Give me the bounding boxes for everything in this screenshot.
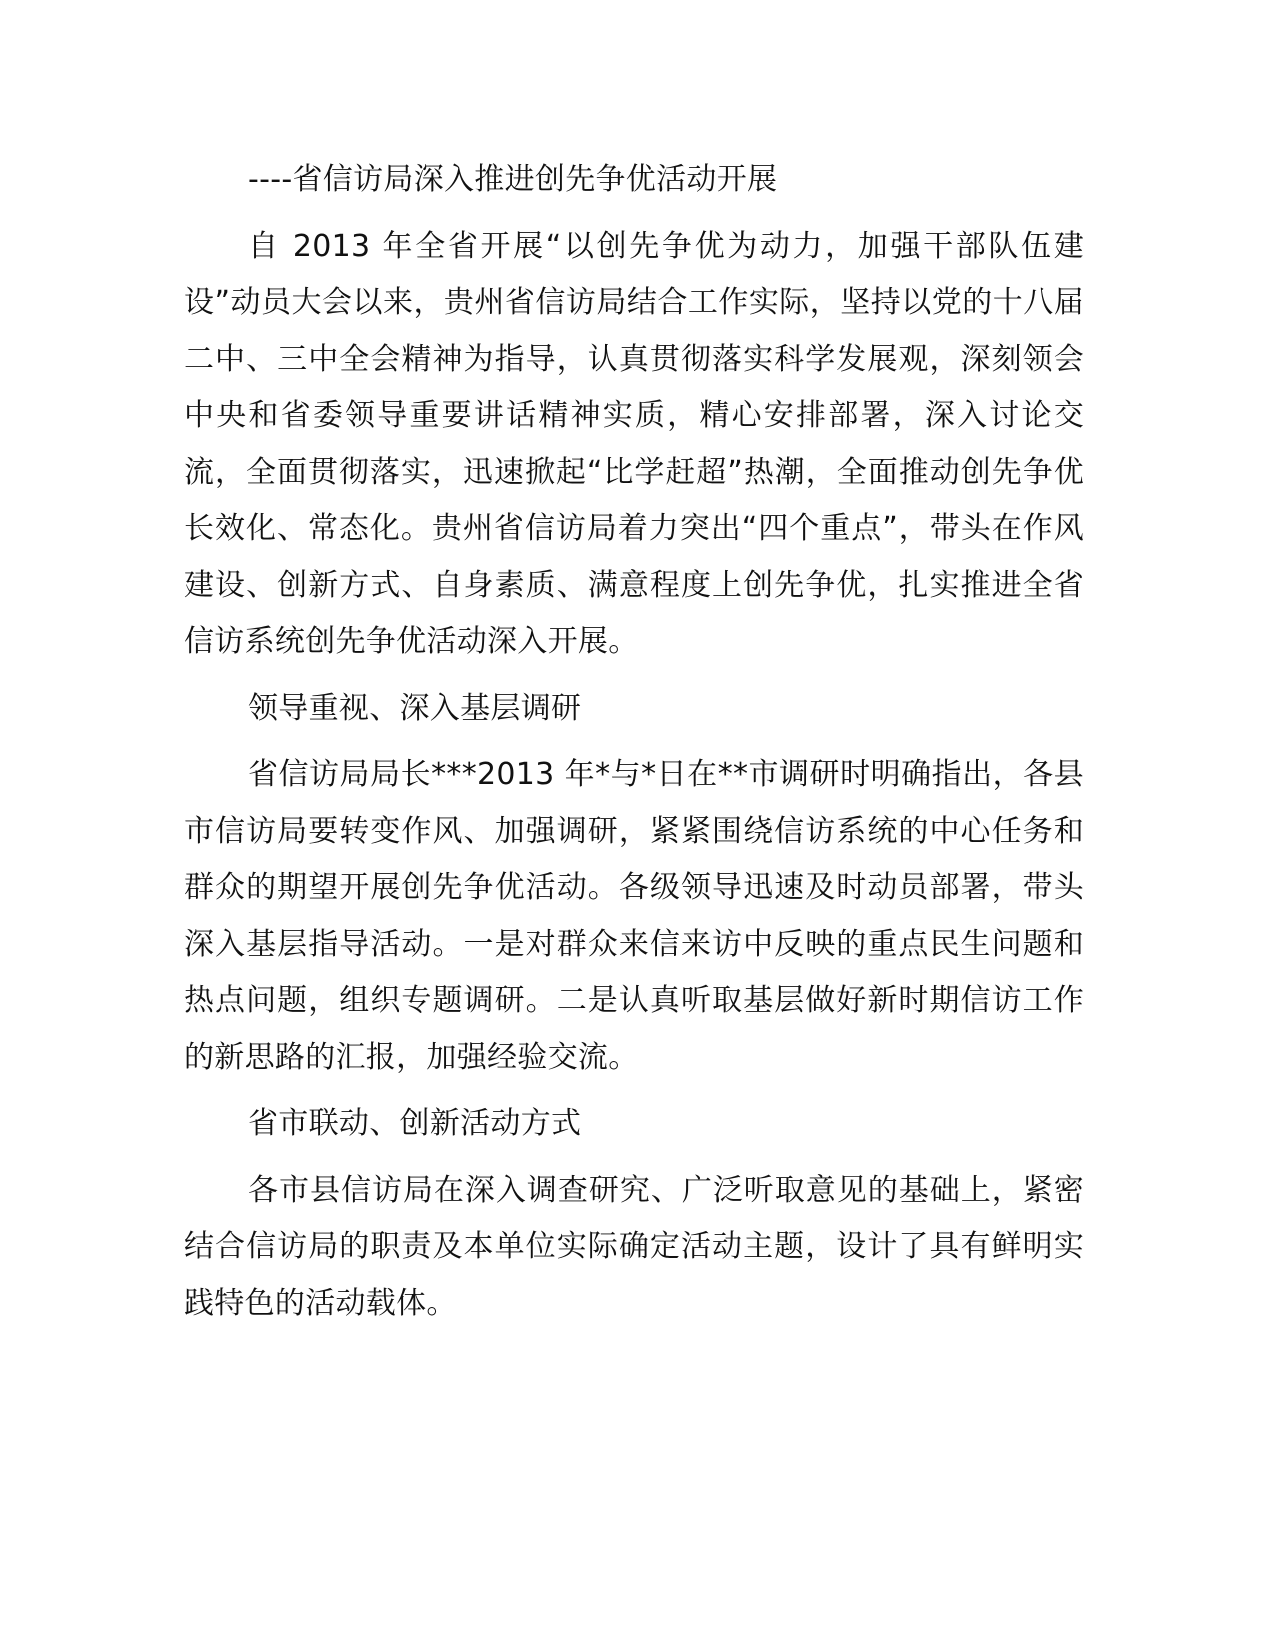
document-body <box>184 152 1084 1342</box>
linkage-paragraph: 各市县信访局在深入调查研究、广泛听取意见的基础上，紧密结合信访局的职责及本单位实际确定活动主题，设计了具有鲜明实践特色的活动载体。 <box>184 1172 1084 1321</box>
section-heading-leadership: 领导重视、深入基层调研 <box>248 690 582 726</box>
intro-paragraph: 自 2013 年全省开展“以创先争优为动力，加强干部队伍建设”动员大会以来，贵州省信访局结合工作实际，坚持以党的十八届二中、三中全会精神为指导，认真贯彻落实科学发展观，深刻领会中央和省委领导重要讲话精神实质，精心安排部署，深入讨论交流，全面贯彻落实，迅速掀起“比学赶超”热潮，全面推动创先争优长效化、常态化。贵州省信访局着力突出“四个重点”，带头在作风建设、创新方式、自身素质、满意程度上创先争优，扎实推进全省信访系统创先争优活动深入开展。 <box>184 228 1084 659</box>
document-subtitle: ----省信访局深入推进创先争优活动开展 <box>248 162 778 197</box>
section-heading-linkage: 省市联动、创新活动方式 <box>248 1106 582 1141</box>
leadership-paragraph: 省信访局局长***2013 年*与*日在**市调研时明确指出，各县市信访局要转变作风、加强调研，紧紧围绕信访系统的中心任务和群众的期望开展创先争优活动。各级领导迅速及时动员部署，带头深入基层指导活动。一是对群众来信来访中反映的重点民生问题和热点问题，组织专题调研。二是认真听取基层做好新时期信访工作的新思路的汇报，加强经验交流。 <box>184 757 1084 1075</box>
